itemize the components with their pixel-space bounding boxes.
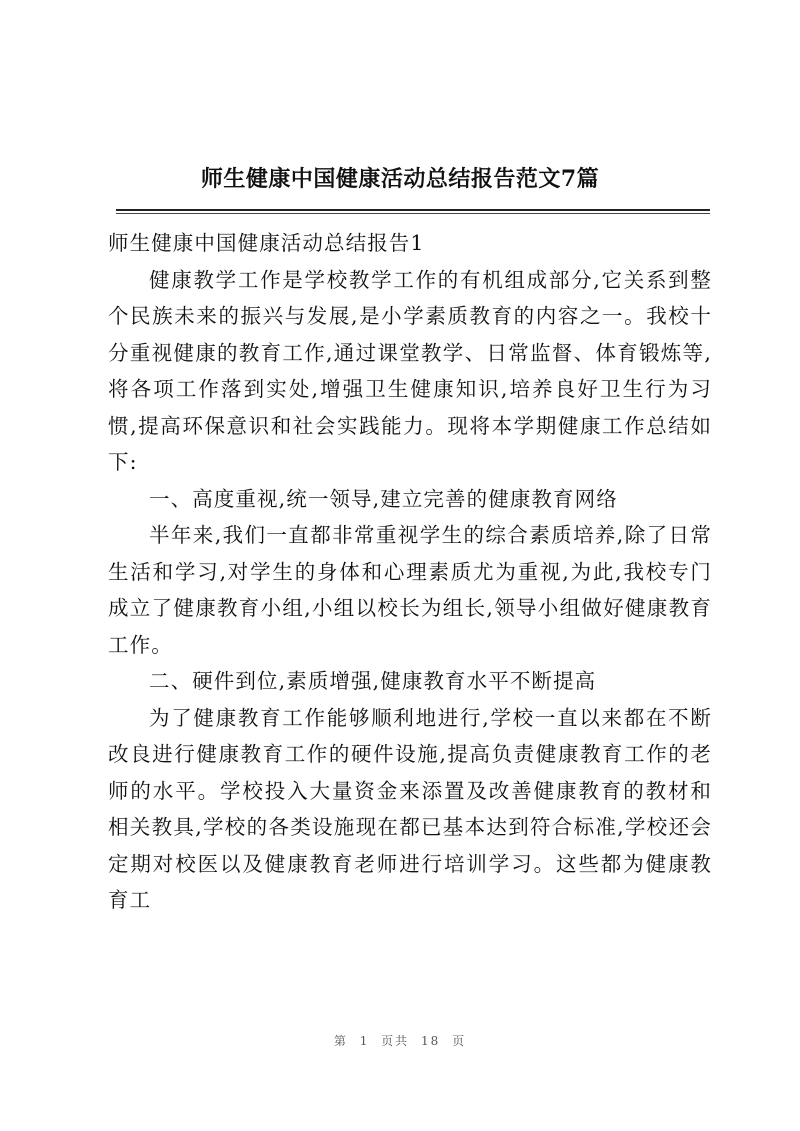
- document-body: [108, 225, 712, 919]
- body-paragraph-2: 半年来,我们一直都非常重视学生的综合素质培养,除了日常生活和学习,对学生的身体和心理素质尤为重视,为此,我校专门成立了健康教育小组,小组以校长为组长,领导小组做好健康教育工作。: [108, 523, 712, 657]
- body-paragraph-1: 健康教学工作是学校教学工作的有机组成部分,它关系到整个民族未来的振兴与发展,是小学素质教育的内容之一。我校十分重视健康的教育工作,通过课堂教学、日常监督、体育锻炼等,将各项工作落到实处,增强卫生健康知识,培养良好卫生行为习惯,提高环保意识和社会实践能力。现将本学期健康工作总结如下:: [108, 267, 712, 474]
- document-title: 师生健康中国健康活动总结报告范文7篇: [200, 166, 600, 192]
- section-heading-1: 一、高度重视,统一领导,建立完善的健康教育网络: [149, 486, 618, 511]
- title-rule-thin: [116, 213, 710, 214]
- section-heading: 师生健康中国健康活动总结报告1: [108, 231, 425, 255]
- title-rule-thick: [116, 209, 710, 211]
- page-footer: 第 1 页共 18 页: [333, 1034, 467, 1048]
- body-paragraph-3: 为了健康教育工作能够顺利地进行,学校一直以来都在不断改良进行健康教育工作的硬件设施,提高负责健康教育工作的老师的水平。学校投入大量资金来添置及改善健康教育的教材和相关教具,学校的各类设施现在都已基本达到符合标准,学校还会定期对校医以及健康教育老师进行培训学习。这些都为健康教育工: [108, 705, 712, 912]
- section-heading-2: 二、硬件到位,素质增强,健康教育水平不断提高: [149, 669, 597, 693]
